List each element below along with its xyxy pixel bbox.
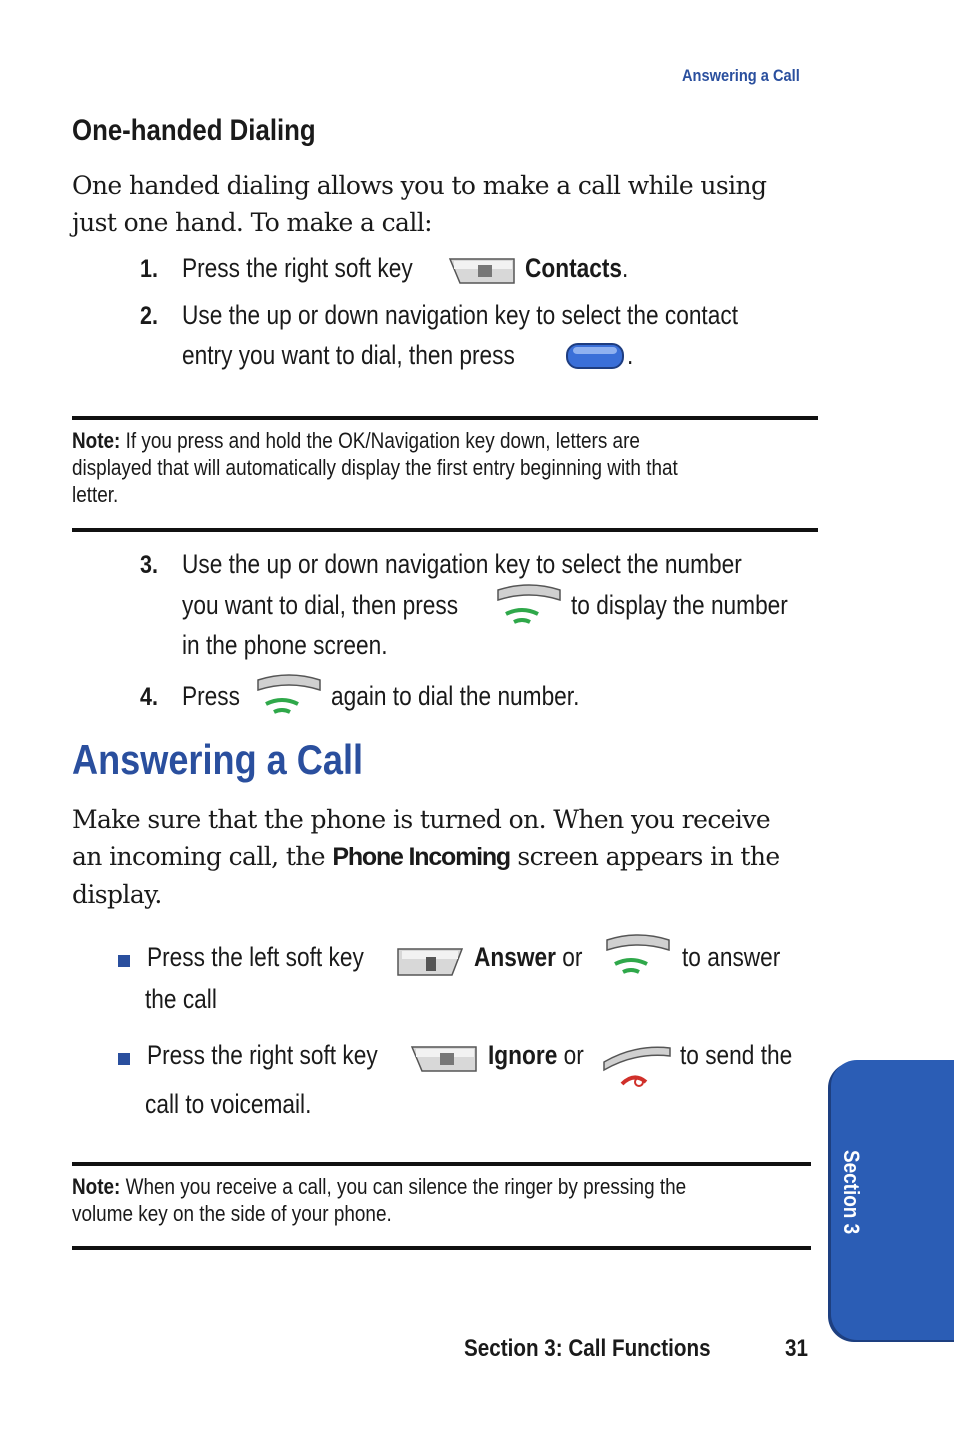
bullet-2-line-2: call to voicemail.: [145, 1089, 312, 1119]
note-rule-bottom: [72, 528, 818, 532]
step-number: 3.: [140, 551, 158, 579]
step-2-line-1: Use the up or down navigation key to select the contact: [182, 300, 739, 330]
send-key-icon: [603, 930, 673, 982]
bullet-1-pre: Press the left soft key: [147, 942, 364, 972]
ignore-label: Ignore: [488, 1040, 558, 1070]
answering-intro: [72, 801, 817, 913]
note-rule-top: [72, 1162, 811, 1166]
bullet-1-line-2: the call: [145, 984, 217, 1014]
bullet-2-post: to send the: [680, 1040, 793, 1070]
answering-intro-line-3: display.: [72, 880, 162, 909]
note-line-3: letter.: [72, 482, 119, 507]
step-1-text: Press the right soft key: [182, 253, 413, 283]
intro-line-1: One handed dialing allows you to make a call while using: [72, 171, 767, 200]
note-rule-bottom: [72, 1246, 811, 1250]
right-soft-key-icon: [410, 1043, 480, 1077]
note-line-1: If you press and hold the OK/Navigation key down, letters are: [125, 428, 640, 453]
step-1-contacts: [525, 253, 628, 284]
left-soft-key-icon: [396, 945, 466, 979]
intro-line-2-pre: an incoming call, the: [72, 842, 325, 871]
step-3-line-2-end: to display the number: [571, 590, 788, 620]
send-key-icon: [494, 580, 564, 632]
running-head: Answering a Call: [682, 66, 800, 85]
note-label: Note:: [72, 1174, 121, 1199]
intro-line-2-post: screen appears in the: [517, 842, 780, 871]
step-1-period: .: [622, 253, 629, 283]
footer-section-title: Section 3: Call Functions: [464, 1335, 711, 1362]
bullet-1-or: or: [562, 942, 583, 972]
step-4-post: again to dial the number.: [331, 681, 580, 711]
step-number: 2.: [140, 302, 158, 330]
bullet-2-pre: Press the right soft key: [147, 1040, 378, 1070]
bullet-marker: [118, 955, 130, 967]
step-4-pre: Press: [182, 681, 240, 711]
note-line-2: volume key on the side of your phone.: [72, 1201, 392, 1226]
step-number: 4.: [140, 683, 158, 711]
send-key-icon: [254, 670, 324, 720]
end-key-icon: [600, 1040, 674, 1088]
section-heading-one-handed-dialing: One-handed Dialing: [72, 114, 316, 147]
note-rule-top: [72, 416, 818, 420]
section-side-tab-label: Section 3: [839, 1150, 864, 1235]
intro-paragraph: [72, 167, 817, 241]
section-heading-answering-a-call: Answering a Call: [72, 736, 364, 783]
bullet-2-ignore: [488, 1040, 584, 1071]
intro-line-2: just one hand. To make a call:: [72, 208, 432, 237]
bullet-1-answer: [474, 942, 582, 973]
ok-navigation-key-icon: [565, 341, 625, 373]
answering-intro-line-1: Make sure that the phone is turned on. When you receive: [72, 805, 771, 834]
contacts-label: Contacts: [525, 253, 623, 283]
page-number: 31: [785, 1335, 808, 1362]
phone-incoming-label: Phone Incoming: [332, 843, 511, 871]
step-3-line-1: Use the up or down navigation key to select the number: [182, 549, 742, 579]
note-line-2: displayed that will automatically display the first entry beginning with that: [72, 455, 678, 480]
answer-label: Answer: [474, 942, 556, 972]
note-label: Note:: [72, 428, 121, 453]
step-3-line-2: you want to dial, then press: [182, 590, 459, 620]
bullet-1-post: to answer: [682, 942, 781, 972]
step-2-line-2: entry you want to dial, then press: [182, 340, 515, 370]
note-answering: [72, 1173, 686, 1227]
note-one-handed: [72, 427, 678, 508]
step-3-line-3: in the phone screen.: [182, 630, 388, 660]
step-number: 1.: [140, 255, 158, 283]
step-2-period: .: [627, 340, 634, 370]
bullet-2-or: or: [563, 1040, 584, 1070]
right-soft-key-icon: [448, 255, 518, 289]
answering-intro-line-2: [72, 838, 817, 876]
note-line-1: When you receive a call, you can silence the ringer by pressing the: [125, 1174, 687, 1199]
bullet-marker: [118, 1053, 130, 1065]
